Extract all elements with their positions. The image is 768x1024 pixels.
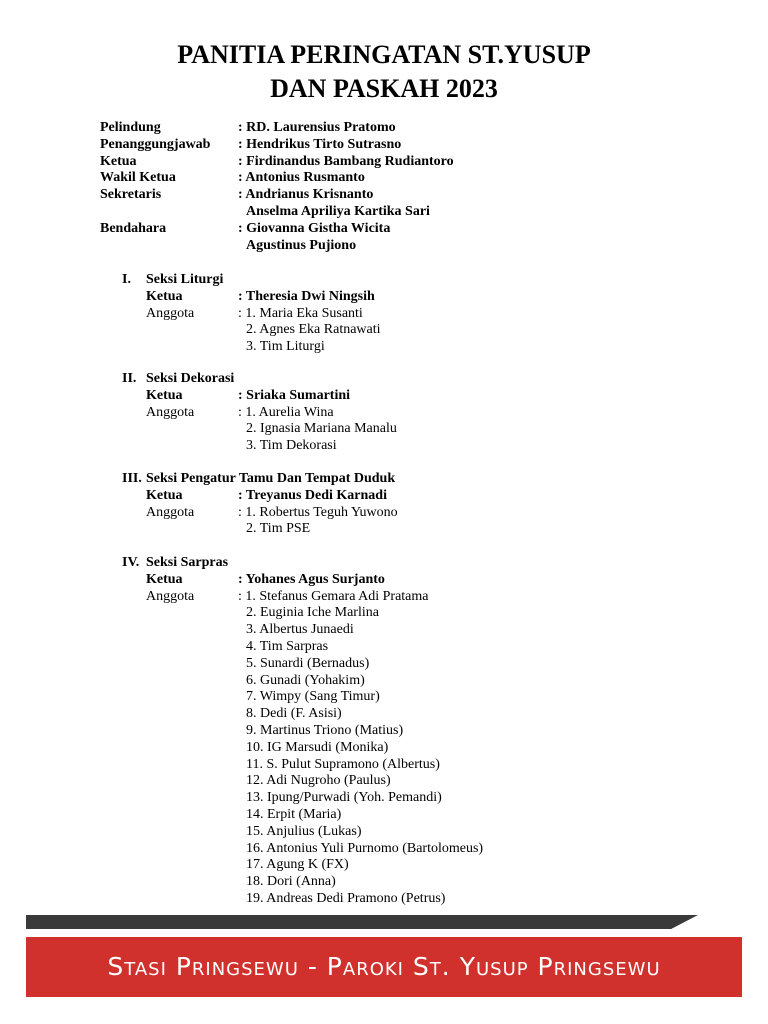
ketua-value: : Yohanes Agus Surjanto — [238, 571, 385, 587]
member-name: 2. Tim PSE — [246, 521, 311, 537]
member-name: 11. S. Pulut Supramono (Albertus) — [246, 756, 440, 772]
member-name: 16. Antonius Yuli Purnomo (Bartolomeus) — [246, 840, 484, 856]
officer-value: : Antonius Rusmanto — [238, 170, 365, 186]
member-name: 8. Dedi (F. Asisi) — [246, 706, 342, 722]
member-name: 3. Albertus Junaedi — [246, 622, 354, 638]
anggota-label: Anggota — [146, 404, 195, 420]
member-name: 10. IG Marsudi (Monika) — [246, 739, 389, 755]
section-title: Seksi Pengatur Tamu Dan Tempat Duduk — [146, 471, 396, 486]
officer-value: Anselma Apriliya Kartika Sari — [246, 203, 430, 219]
section-number: IV. — [122, 555, 140, 570]
anggota-label: Anggota — [146, 504, 195, 520]
officer-label: Pelindung — [100, 120, 161, 135]
member-name: 7. Wimpy (Sang Timur) — [246, 689, 380, 705]
member-name: : 1. Robertus Teguh Yuwono — [238, 504, 398, 520]
section-number: II. — [122, 371, 137, 386]
member-name: 19. Andreas Dedi Pramono (Petrus) — [246, 890, 446, 906]
ketua-value: : Theresia Dwi Ningsih — [238, 288, 375, 304]
section-title: Seksi Dekorasi — [146, 371, 235, 386]
member-name: 15. Anjulius (Lukas) — [246, 823, 362, 839]
title-line-2: DAN PASKAH 2023 — [270, 74, 498, 103]
officer-label: Penanggungjawab — [100, 136, 211, 152]
member-name: 5. Sunardi (Bernadus) — [246, 655, 370, 671]
section-number: III. — [122, 471, 142, 486]
footer-banner — [26, 937, 742, 997]
officer-label: Ketua — [100, 153, 137, 169]
member-name: 4. Tim Sarpras — [246, 638, 329, 654]
footer-text: Stasi Pringsewu - Paroki St. Yusup Pringsewu — [107, 952, 661, 981]
member-name: 6. Gunadi (Yohakim) — [246, 672, 365, 688]
ketua-label: Ketua — [146, 288, 183, 304]
officer-value: : Firdinandus Bambang Rudiantoro — [238, 153, 454, 169]
anggota-label: Anggota — [146, 588, 195, 604]
ketua-value: : Sriaka Sumartini — [238, 387, 351, 403]
section-number: I. — [122, 272, 131, 287]
member-name: 2. Euginia Iche Marlina — [246, 605, 379, 621]
ketua-label: Ketua — [146, 387, 183, 403]
ketua-value: : Treyanus Dedi Karnadi — [238, 487, 387, 503]
officer-value: : Giovanna Gistha Wicita — [238, 220, 391, 236]
officer-value: Agustinus Pujiono — [246, 237, 357, 253]
footer-stripe — [26, 915, 698, 929]
title-line-1: PANITIA PERINGATAN ST.YUSUP — [177, 40, 591, 69]
member-name: : 1. Stefanus Gemara Adi Pratama — [238, 588, 429, 604]
member-name: 3. Tim Dekorasi — [246, 438, 337, 454]
member-name: : 1. Aurelia Wina — [238, 404, 334, 420]
member-name: 13. Ipung/Purwadi (Yoh. Pemandi) — [246, 790, 442, 806]
officer-label: Bendahara — [100, 220, 167, 236]
officer-label: Wakil Ketua — [100, 170, 176, 186]
document-title — [0, 38, 768, 106]
ketua-label: Ketua — [146, 487, 183, 503]
member-name: 3. Tim Liturgi — [246, 339, 325, 355]
section-title: Seksi Sarpras — [146, 555, 229, 570]
ketua-label: Ketua — [146, 571, 183, 587]
member-name: : 1. Maria Eka Susanti — [238, 305, 363, 321]
member-name: 18. Dori (Anna) — [246, 874, 336, 890]
section-title: Seksi Liturgi — [146, 272, 224, 287]
member-name: 9. Martinus Triono (Matius) — [246, 722, 404, 738]
member-name: 2. Ignasia Mariana Manalu — [246, 421, 397, 437]
member-name: 12. Adi Nugroho (Paulus) — [246, 773, 391, 789]
member-name: 17. Agung K (FX) — [246, 857, 349, 873]
officer-value: : RD. Laurensius Pratomo — [238, 120, 396, 135]
member-name: 2. Agnes Eka Ratnawati — [246, 322, 381, 338]
anggota-label: Anggota — [146, 305, 195, 321]
officer-value: : Hendrikus Tirto Sutrasno — [238, 136, 402, 152]
officer-value: : Andrianus Krisnanto — [238, 187, 374, 203]
member-name: 14. Erpit (Maria) — [246, 806, 342, 822]
officer-label: Sekretaris — [100, 187, 162, 203]
